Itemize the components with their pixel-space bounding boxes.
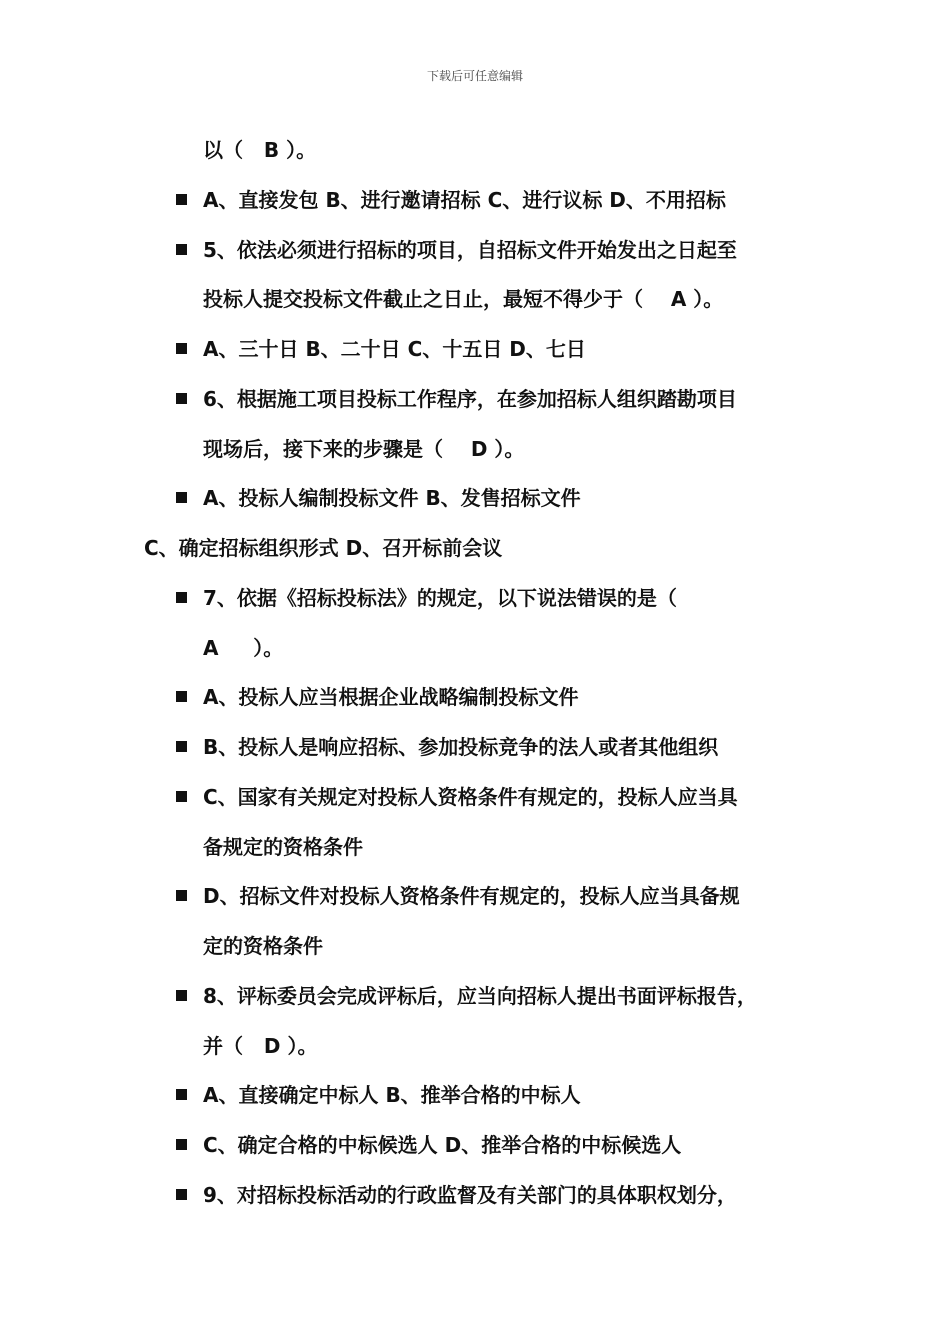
answer-line: 以（ B ）。 xyxy=(203,138,317,162)
bullet-icon xyxy=(176,244,187,255)
option-line: A、三十日 B、二十日 C、十五日 D、七日 xyxy=(203,337,586,361)
option-continuation: 备规定的资格条件 xyxy=(203,835,363,859)
option-line: C、确定合格的中标候选人 D、推举合格的中标候选人 xyxy=(203,1133,682,1157)
page-header: 下载后可任意编辑 xyxy=(426,69,523,83)
answer-line: 并（ D ）。 xyxy=(203,1034,318,1058)
bullet-icon xyxy=(176,791,187,802)
question-line: 7、依据《招标投标法》的规定，以下说法错误的是（ xyxy=(203,586,677,610)
bullet-icon xyxy=(176,1139,187,1150)
bullet-icon xyxy=(176,492,187,503)
answer-line: A ）。 xyxy=(203,636,284,660)
bullet-icon xyxy=(176,890,187,901)
question-line: 6、根据施工项目投标工作程序，在参加招标人组织踏勘项目 xyxy=(203,387,737,411)
bullet-icon xyxy=(176,1089,187,1100)
option-line: D、招标文件对投标人资格条件有规定的，投标人应当具备规 xyxy=(203,884,740,908)
question-line: 8、评标委员会完成评标后，应当向招标人提出书面评标报告， xyxy=(203,984,757,1008)
option-continuation: 定的资格条件 xyxy=(203,934,323,958)
bullet-icon xyxy=(176,393,187,404)
option-line: A、投标人编制投标文件 B、发售招标文件 xyxy=(203,486,581,510)
bullet-icon xyxy=(176,194,187,205)
bullet-icon xyxy=(176,741,187,752)
option-line: A、直接发包 B、进行邀请招标 C、进行议标 D、不用招标 xyxy=(203,188,726,212)
bullet-icon xyxy=(176,592,187,603)
option-line: B、投标人是响应招标、参加投标竞争的法人或者其他组织 xyxy=(203,735,719,759)
question-line: 5、依法必须进行招标的项目，自招标文件开始发出之日起至 xyxy=(203,238,737,262)
bullet-icon xyxy=(176,691,187,702)
bullet-icon xyxy=(176,343,187,354)
question-continuation: 投标人提交投标文件截止之日止，最短不得少于（ A ）。 xyxy=(203,287,724,311)
option-line: A、投标人应当根据企业战略编制投标文件 xyxy=(203,685,579,709)
option-line-unindented: C、确定招标组织形式 D、召开标前会议 xyxy=(144,536,503,560)
option-line: A、直接确定中标人 B、推举合格的中标人 xyxy=(203,1083,581,1107)
option-line: C、国家有关规定对投标人资格条件有规定的，投标人应当具 xyxy=(203,785,738,809)
bullet-icon xyxy=(176,1189,187,1200)
bullet-icon xyxy=(176,990,187,1001)
question-continuation: 现场后，接下来的步骤是（ D ）。 xyxy=(203,437,525,461)
question-line: 9、对招标投标活动的行政监督及有关部门的具体职权划分， xyxy=(203,1183,737,1207)
